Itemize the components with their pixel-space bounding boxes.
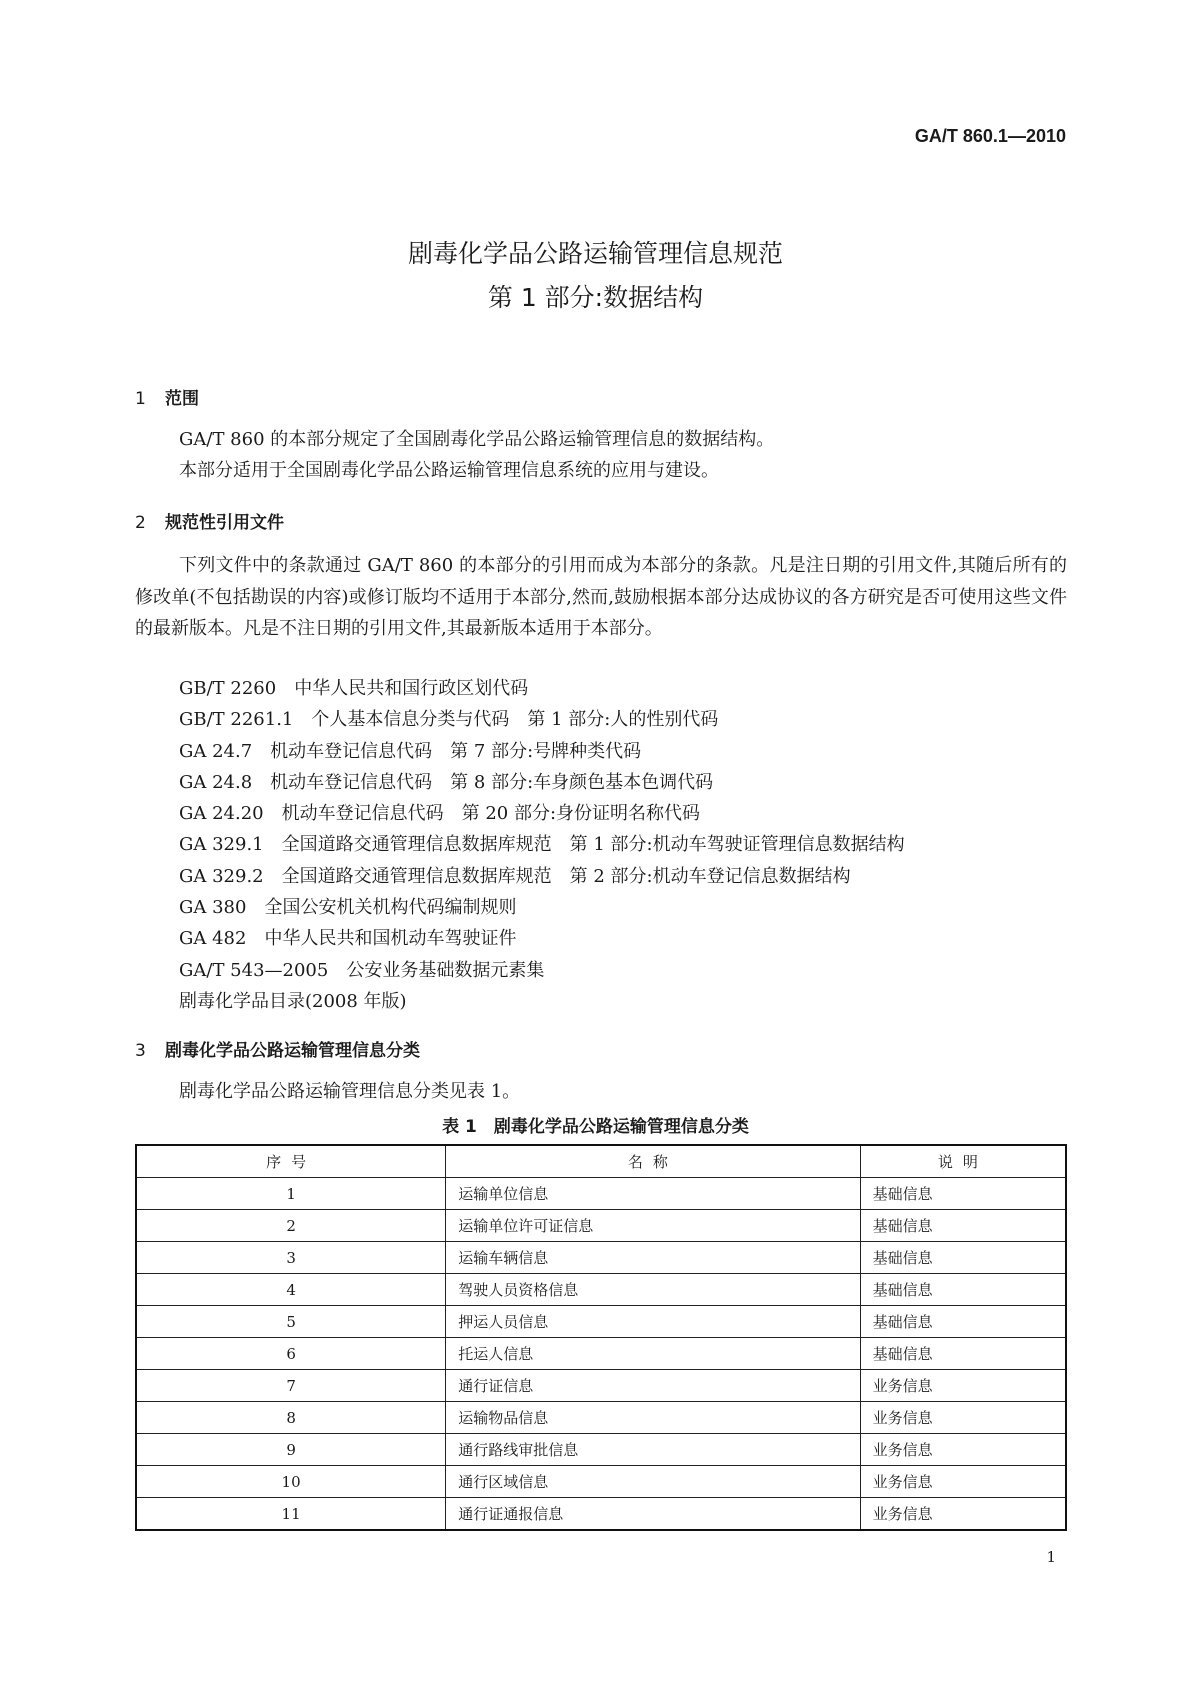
column-header: 说明 [860,1145,1066,1178]
row-number: 8 [136,1402,446,1434]
standard-number: GA/T 860.1—2010 [914,126,1066,146]
info-description: 基础信息 [860,1274,1066,1306]
classification-table [135,1144,1067,1531]
info-name: 驾驶人员资格信息 [446,1274,860,1306]
section-title: 规范性引用文件 [165,513,284,533]
info-description: 基础信息 [860,1306,1066,1338]
info-name: 运输车辆信息 [446,1242,860,1274]
row-number: 7 [136,1370,446,1402]
table-row [136,1178,1066,1210]
page-number: 1 [1046,1548,1056,1566]
row-number: 11 [136,1498,446,1531]
info-description: 业务信息 [860,1370,1066,1402]
paragraph: 下列文件中的条款通过 GA/T 860 的本部分的引用而成为本部分的条款。凡是注日期的引用文件,其随后所有的修改单(不包括勘误的内容)或修订版均不适用于本部分,然而,鼓励根据本部分达成协议的各方研究是否可使用这些文件的最新版本。凡是不注日期的引用文件,其最新版本适用于本部分。 [135,555,1067,639]
table-row [136,1306,1066,1338]
section-number: 2 [135,513,146,533]
reference-item: GB/T 2260 中华人民共和国行政区划代码 [179,678,529,699]
info-name: 通行区域信息 [446,1466,860,1498]
paragraph: 剧毒化学品公路运输管理信息分类见表 1。 [179,1081,521,1102]
section-title: 范围 [165,389,199,409]
row-number: 3 [136,1242,446,1274]
table-row [136,1498,1066,1531]
info-description: 基础信息 [860,1242,1066,1274]
row-number: 2 [136,1210,446,1242]
reference-item: 剧毒化学品目录(2008 年版) [179,990,407,1012]
section-heading-2 [135,508,284,533]
section-title: 剧毒化学品公路运输管理信息分类 [165,1041,420,1061]
table-row [136,1210,1066,1242]
reference-item: GA/T 543—2005 公安业务基础数据元素集 [179,959,545,981]
info-description: 基础信息 [860,1338,1066,1370]
paragraph: GA/T 860 的本部分规定了全国剧毒化学品公路运输管理信息的数据结构。 [179,429,775,450]
info-name: 运输单位信息 [446,1178,860,1210]
row-number: 10 [136,1466,446,1498]
row-number: 5 [136,1306,446,1338]
info-description: 业务信息 [860,1434,1066,1466]
info-name: 运输单位许可证信息 [446,1210,860,1242]
reference-item: GA 380 全国公安机关机构代码编制规则 [179,897,517,919]
reference-item: GA 24.7 机动车登记信息代码 第 7 部分:号牌种类代码 [179,740,642,762]
info-description: 业务信息 [860,1402,1066,1434]
paragraph: 本部分适用于全国剧毒化学品公路运输管理信息系统的应用与建设。 [179,460,719,481]
doc-title: 剧毒化学品公路运输管理信息规范 [407,239,783,268]
section-heading-1 [135,384,199,409]
row-number: 1 [136,1178,446,1210]
row-number: 9 [136,1434,446,1466]
table-row [136,1466,1066,1498]
column-header: 名称 [446,1145,860,1178]
info-name: 通行路线审批信息 [446,1434,860,1466]
info-name: 通行证通报信息 [446,1498,860,1531]
info-name: 运输物品信息 [446,1402,860,1434]
table-caption: 表 1 剧毒化学品公路运输管理信息分类 [442,1117,749,1137]
reference-item: GA 482 中华人民共和国机动车驾驶证件 [179,928,517,950]
column-header: 序号 [136,1145,446,1178]
reference-item: GA 329.1 全国道路交通管理信息数据库规范 第 1 部分:机动车驾驶证管理信息数据结构 [179,834,905,856]
info-description: 业务信息 [860,1498,1066,1531]
table-row [136,1434,1066,1466]
info-description: 基础信息 [860,1178,1066,1210]
info-name: 押运人员信息 [446,1306,860,1338]
table-row [136,1338,1066,1370]
table-header-row [136,1145,1066,1178]
table-row [136,1274,1066,1306]
table-row [136,1370,1066,1402]
reference-list [179,673,905,1017]
section-number: 3 [135,1041,146,1061]
info-name: 托运人信息 [446,1338,860,1370]
info-name: 通行证信息 [446,1370,860,1402]
reference-item: GA 24.8 机动车登记信息代码 第 8 部分:车身颜色基本色调代码 [179,771,714,793]
info-description: 业务信息 [860,1466,1066,1498]
table-row [136,1402,1066,1434]
section-heading-3 [135,1036,420,1061]
info-description: 基础信息 [860,1210,1066,1242]
reference-item: GB/T 2261.1 个人基本信息分类与代码 第 1 部分:人的性别代码 [179,709,719,731]
reference-item: GA 329.2 全国道路交通管理信息数据库规范 第 2 部分:机动车登记信息数据结构 [179,865,851,887]
row-number: 6 [136,1338,446,1370]
section-number: 1 [135,389,146,409]
doc-subtitle: 第 1 部分:数据结构 [487,283,704,312]
reference-item: GA 24.20 机动车登记信息代码 第 20 部分:身份证明名称代码 [179,803,701,825]
row-number: 4 [136,1274,446,1306]
table-row [136,1242,1066,1274]
